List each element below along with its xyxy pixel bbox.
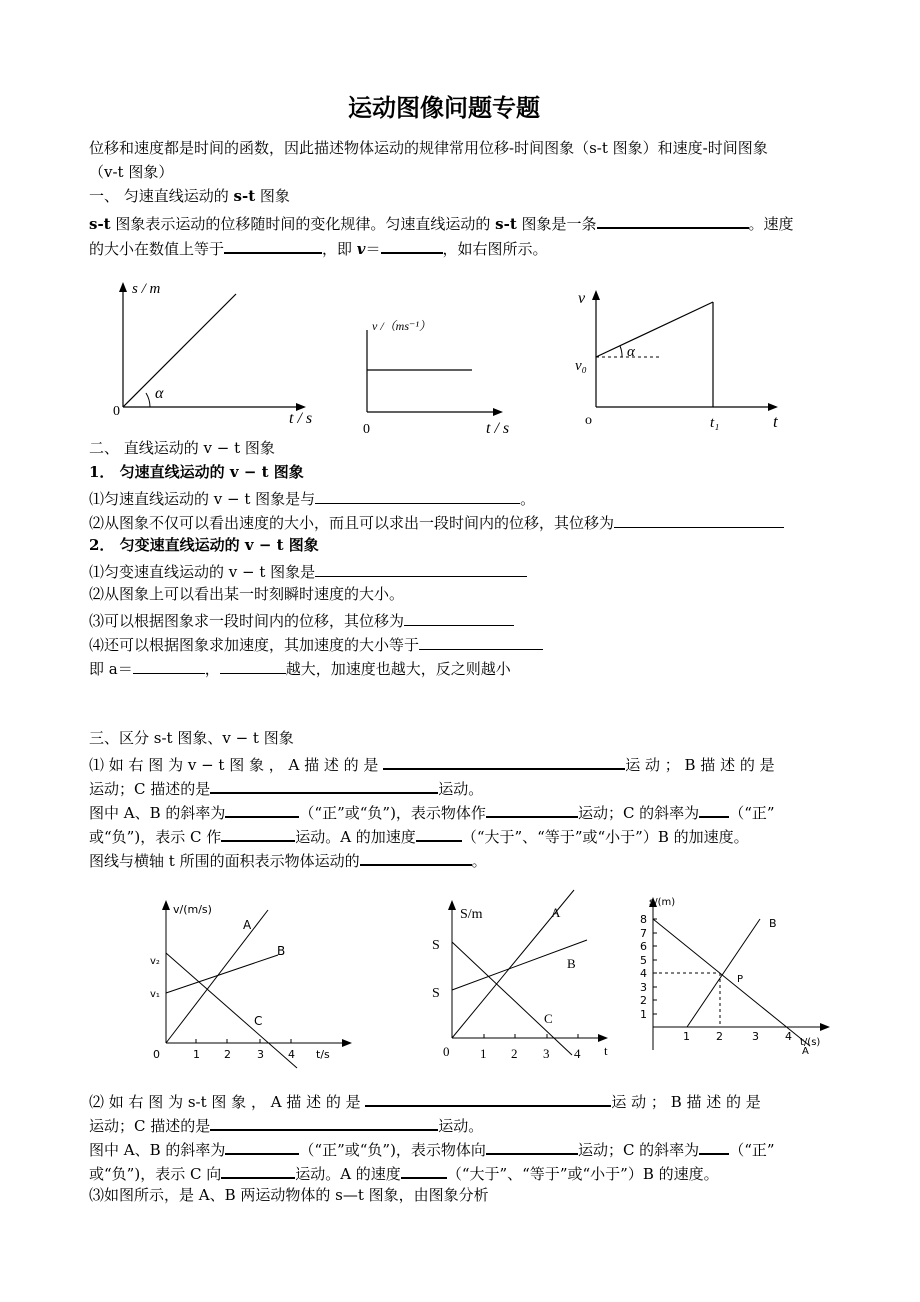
y-tick-6: 6 [640, 940, 647, 953]
text: 越大，加速度也越大，反之则越小 [285, 660, 511, 678]
v0-label: v₀ [575, 358, 587, 374]
text: ⑴ 如 右 图 为 v − t 图 象 ， A 描 述 的 是 [89, 756, 384, 774]
x-tick-1: 1 [683, 1030, 690, 1043]
text: （“大于”、“等于”或“小于”）B 的速度。 [446, 1165, 719, 1183]
x-axis-arrow [820, 1023, 830, 1031]
text: ⑴匀速直线运动的 v − t 图象是与 [89, 490, 316, 508]
text: ⑵从图象不仅可以看出速度的大小，而且可以求出一段时间内的位移，其位移为 [89, 514, 615, 532]
tick-2: 2 [511, 1046, 518, 1061]
fill-blank[interactable] [225, 1137, 299, 1155]
fill-blank[interactable] [221, 1161, 295, 1179]
fill-blank[interactable] [210, 1113, 438, 1131]
label-A: A [243, 918, 252, 932]
heading-text: 一、 匀速直线运动的 [89, 187, 234, 205]
text: 运动；C 的斜率为 [577, 1141, 700, 1159]
tick-0: 0 [443, 1044, 450, 1059]
text: 图象是一条 [516, 215, 597, 233]
tick-0: 0 [153, 1048, 160, 1061]
symbol-v: v [356, 240, 366, 258]
y-tick-2: 2 [640, 994, 647, 1007]
x-label: t/(s) [800, 1037, 821, 1048]
y-label: v /（ms⁻¹） [372, 319, 431, 333]
label-A: A [802, 1046, 809, 1057]
label-B: B [277, 944, 286, 958]
heading-term: s-t [233, 187, 256, 205]
angle-label: α [627, 344, 635, 360]
x-ticks [196, 1039, 291, 1043]
graph-s-t-ab-p [640, 897, 830, 1057]
x-tick-2: 2 [716, 1030, 723, 1043]
y-ticks [653, 919, 657, 1014]
graph-s-t-abc [432, 890, 608, 1061]
section-3-heading: 三、区分 s-t 图象、v − t 图象 [89, 729, 294, 747]
text: ⑵ 如 右 图 为 s-t 图 象 ， A 描 述 的 是 [89, 1093, 366, 1111]
y-axis-arrow [162, 900, 170, 910]
t1-label: t₁ [710, 415, 720, 431]
y-tick-7: 7 [640, 927, 647, 940]
x-label: t [604, 1043, 608, 1058]
text: （“正” [729, 1141, 775, 1159]
q2-line-4 [89, 1161, 719, 1184]
text: （“大于”、“等于”或“小于”）B 的加速度。 [461, 828, 749, 846]
origin-label: o [585, 413, 592, 428]
text: ⑴匀变速直线运动的 v − t 图象是 [89, 563, 316, 581]
y-label: v/(m/s) [173, 903, 212, 916]
tick-3: 3 [257, 1048, 264, 1061]
intro-line-1: 位移和速度都是时间的函数，因此描述物体运动的规律常用位移-时间图象（s-t 图象）和速度-时间图象 [89, 139, 768, 157]
text: ＝ [365, 240, 381, 258]
y-axis-arrow [448, 900, 456, 910]
line-B [166, 955, 278, 993]
item-2-2-2: ⑵从图象上可以看出某一时刻瞬时速度的大小。 [89, 585, 405, 603]
tick-4: 4 [574, 1046, 581, 1061]
text: 运 动 ； B 描 述 的 是 [611, 1093, 761, 1111]
x-tick-3: 3 [752, 1030, 759, 1043]
label-C: C [544, 1011, 553, 1026]
v2-label: v₂ [150, 956, 160, 967]
text: 运动；C 描述的是 [89, 780, 211, 798]
line-A [166, 910, 268, 1043]
fill-blank[interactable] [699, 1137, 729, 1155]
tick-2: 2 [224, 1048, 231, 1061]
y-label: s/(m) [649, 897, 676, 908]
s-lower-label: S [432, 986, 440, 1001]
x-label: t / s [486, 420, 510, 437]
x-axis-arrow [598, 1034, 608, 1042]
section-2-sub-1: 1． 匀速直线运动的 v − t 图象 [89, 463, 304, 481]
y-tick-1: 1 [640, 1008, 647, 1021]
y-tick-5: 5 [640, 954, 647, 967]
text: ⑷还可以根据图象求加速度，其加速度的大小等于 [89, 636, 420, 654]
y-label: s / m [132, 281, 161, 297]
angle-label: α [155, 385, 164, 402]
y-label: S/m [460, 907, 483, 922]
section-2-sub-2: 2． 匀变速直线运动的 v − t 图象 [89, 536, 319, 554]
text: 。速度 [748, 215, 794, 233]
text: （“正”或“负”)，表示物体向 [299, 1141, 486, 1159]
text: 运动。A 的加速度 [295, 828, 416, 846]
text: 图线与横轴 t 所围的面积表示物体运动的 [89, 852, 360, 870]
heading-text-end: 图象 [255, 187, 290, 205]
x-tick-4: 4 [785, 1030, 792, 1043]
label-P: P [737, 974, 744, 985]
text: 运动。 [438, 1117, 484, 1135]
text: ，如右图所示。 [442, 240, 548, 258]
text: ，即 [322, 240, 357, 258]
q2-line-2 [89, 1113, 483, 1136]
tick-1: 1 [480, 1046, 487, 1061]
intro-line-2: （v-t 图象） [89, 163, 174, 181]
text: 图中 A、B 的斜率为 [89, 1141, 226, 1159]
section-2-heading: 二、 直线运动的 v − t 图象 [89, 439, 275, 457]
x-label: t/s [316, 1048, 330, 1061]
text: 。 [520, 490, 536, 508]
q2-line-3 [89, 1137, 775, 1160]
text: 。 [471, 852, 487, 870]
text: 的大小在数值上等于 [89, 240, 225, 258]
graph-v-t-abc [150, 900, 352, 1068]
origin-label: 0 [363, 422, 370, 437]
text: 运动；C 的斜率为 [577, 804, 700, 822]
tick-4: 4 [288, 1048, 295, 1061]
tick-3: 3 [543, 1046, 550, 1061]
text: ⑶可以根据图象求一段时间内的位移，其位移为 [89, 612, 405, 630]
label-B: B [769, 917, 777, 930]
text: 图中 A、B 的斜率为 [89, 804, 226, 822]
text: 运 动 ； B 描 述 的 是 [625, 756, 775, 774]
y-tick-3: 3 [640, 981, 647, 994]
text: （“正”或“负”)，表示物体作 [299, 804, 486, 822]
x-label: t [773, 412, 778, 431]
text: 或“负”)，表示 C 作 [89, 828, 222, 846]
page-title: 运动图像问题专题 [348, 94, 540, 122]
text: ， [204, 660, 220, 678]
fill-blank[interactable] [365, 1089, 611, 1107]
x-label: t / s [289, 410, 313, 427]
x-axis-arrow [342, 1039, 352, 1047]
y-tick-4: 4 [640, 967, 647, 980]
y-label: v [578, 290, 586, 307]
q3-line: ⑶如图所示，是 A、B 两运动物体的 s—t 图象，由图象分析 [89, 1186, 489, 1204]
fill-blank[interactable] [401, 1161, 447, 1179]
label-A: A [551, 905, 561, 920]
origin-label: 0 [113, 404, 120, 419]
text: 图象表示运动的位移随时间的变化规律。匀速直线运动的 [110, 215, 496, 233]
x-ticks [484, 1034, 578, 1038]
q2-line-1 [89, 1089, 761, 1112]
v1-label: v₁ [150, 989, 160, 1000]
text: 运动。 [438, 780, 484, 798]
label-C: C [254, 1014, 263, 1028]
text: 或“负”)，表示 C 向 [89, 1165, 222, 1183]
text: 即 a＝ [89, 660, 133, 678]
tick-1: 1 [193, 1048, 200, 1061]
term: s-t [495, 215, 517, 233]
text: 运动。A 的速度 [295, 1165, 401, 1183]
text: 运动；C 描述的是 [89, 1117, 211, 1135]
label-B: B [567, 956, 576, 971]
fill-blank[interactable] [486, 1137, 578, 1155]
text: （“正” [729, 804, 775, 822]
term: s-t [89, 215, 111, 233]
y-tick-8: 8 [640, 913, 647, 926]
s-upper-label: S [432, 938, 440, 953]
